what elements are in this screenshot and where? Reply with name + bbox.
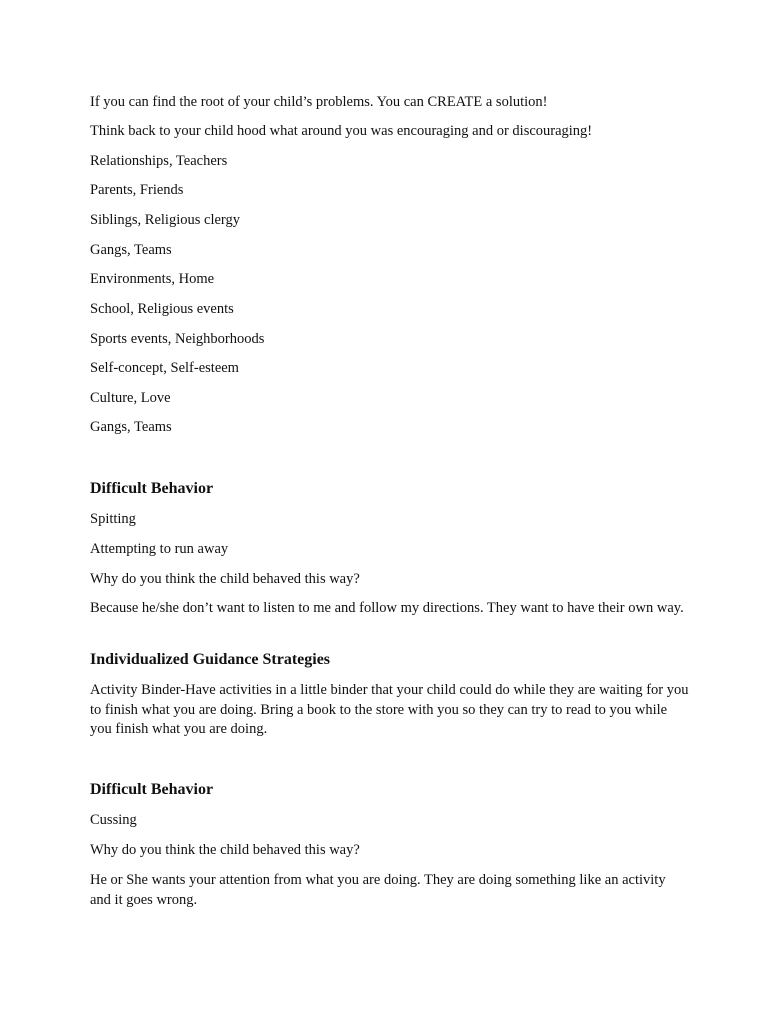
influence-item: Sports events, Neighborhoods: [90, 331, 265, 347]
behavior-item: Attempting to run away: [90, 541, 229, 557]
section-heading-guidance-strategies: Individualized Guidance Strategies: [90, 651, 331, 668]
influence-item: Environments, Home: [90, 271, 215, 287]
question-text: Why do you think the child behaved this way?: [90, 571, 360, 587]
intro-line-1: If you can find the root of your child’s problems. You can CREATE a solution!: [90, 94, 548, 110]
influence-item: School, Religious events: [90, 301, 234, 317]
question-text: Why do you think the child behaved this way?: [90, 842, 360, 858]
answer-text: Because he/she don’t want to listen to me and follow my directions. They want to have their own way.: [90, 600, 684, 616]
intro-line-2: Think back to your child hood what around you was encouraging and or discouraging!: [90, 123, 593, 139]
influence-item: Gangs, Teams: [90, 242, 172, 258]
behavior-item: Spitting: [90, 511, 136, 527]
behavior-item: Cussing: [90, 812, 137, 828]
influence-item: Parents, Friends: [90, 182, 184, 198]
influence-item: Self-concept, Self-esteem: [90, 360, 239, 376]
section-heading-difficult-behavior: Difficult Behavior: [90, 480, 214, 497]
influence-item: Siblings, Religious clergy: [90, 212, 240, 228]
influence-item: Gangs, Teams: [90, 419, 172, 435]
answer-text: He or She wants your attention from what you are doing. They are doing something like an activity and it goes wrong.: [90, 872, 666, 908]
section-heading-difficult-behavior: Difficult Behavior: [90, 781, 214, 798]
influence-item: Relationships, Teachers: [90, 153, 228, 169]
strategy-text: Activity Binder-Have activities in a little binder that your child could do while they are waiting for you to finish what you are doing. Bring a book to the store with you so they can try to read to you while you finish what you are doing.: [90, 682, 689, 737]
influence-item: Culture, Love: [90, 390, 171, 406]
